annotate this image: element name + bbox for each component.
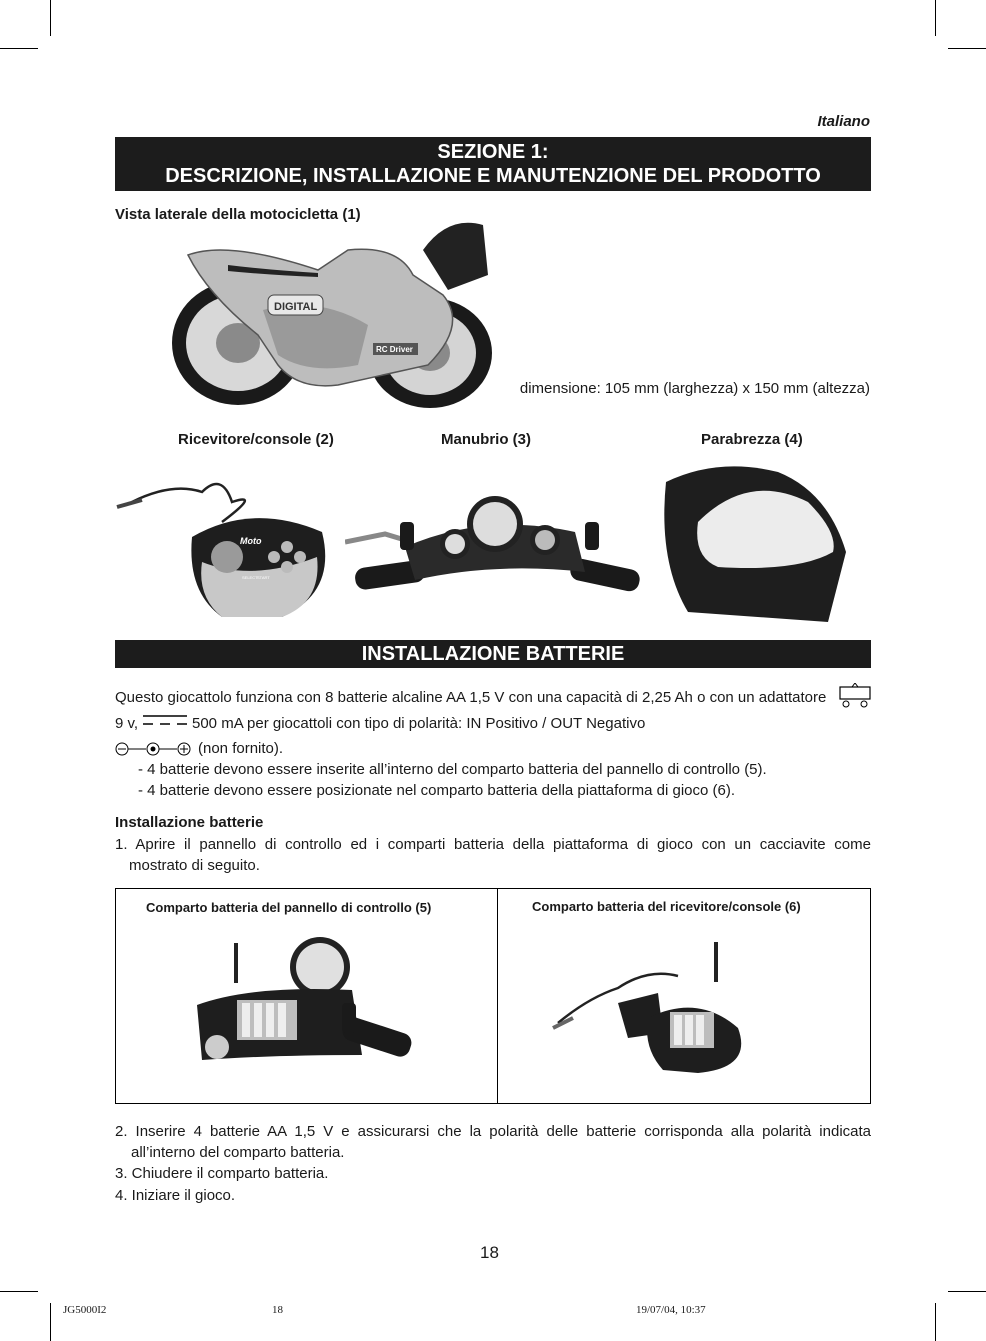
bike-decal-digital: DIGITAL — [274, 301, 318, 313]
page-number: 18 — [480, 1243, 499, 1262]
install-subheading: Installazione batterie — [115, 814, 264, 831]
crop-mark — [50, 1303, 51, 1341]
console-image — [112, 472, 334, 622]
console-start-label: START — [257, 575, 270, 580]
bullet-item: - 4 batterie devono essere inserite all’interno del comparto batteria del pannello di controllo (5). — [138, 761, 767, 778]
battery-paragraph-line1: Questo giocattolo funziona con 8 batterie alcaline AA 1,5 V con una capacità di 2,25 Ah o con un adattatore — [115, 689, 827, 706]
part-label-receiver: Ricevitore/console (2) — [178, 431, 334, 448]
motorcycle-image — [168, 215, 498, 410]
footer-code: JG5000I2 — [63, 1304, 107, 1316]
crop-mark — [50, 0, 51, 36]
part-label-windshield: Parabrezza (4) — [701, 431, 803, 448]
crop-mark — [948, 1291, 986, 1292]
crop-mark — [935, 0, 936, 36]
box-left-caption: Comparto batteria del pannello di controllo (5) — [146, 900, 432, 915]
bike-decal-driver: RC Driver — [376, 345, 413, 354]
crop-mark — [0, 1291, 38, 1292]
handlebar-image — [345, 492, 645, 607]
control-panel-battery-image — [192, 935, 417, 1085]
polarity-icon — [115, 742, 193, 756]
step2-line2: all’interno del comparto batteria. — [131, 1144, 345, 1161]
crop-mark — [0, 48, 38, 49]
adapter-icon — [838, 683, 872, 709]
battery-paragraph-line2a: 9 v, — [115, 715, 139, 732]
battery-paragraph-line2b: 500 mA per giocattoli con tipo di polarità: IN Positivo / OUT Negativo — [192, 715, 646, 732]
section1-title-line1: SEZIONE 1: — [437, 141, 549, 163]
console-select-label: SELECT — [242, 575, 258, 580]
section1-title-line2: DESCRIZIONE, INSTALLAZIONE E MANUTENZIONE DEL PRODOTTO — [165, 165, 821, 187]
battery-paragraph-line3: (non fornito). — [198, 740, 284, 757]
receiver-battery-image — [548, 938, 753, 1078]
box-right-caption: Comparto batteria del ricevitore/console (6) — [532, 899, 801, 914]
windshield-image — [658, 462, 850, 628]
footer-page: 18 — [272, 1304, 283, 1316]
step3: 3. Chiudere il comparto batteria. — [115, 1165, 329, 1182]
step1-line1: 1. Aprire il pannello di controllo ed i comparti batteria della piattaforma di gioco con un cacciavite come — [115, 836, 871, 853]
side-view-label: Vista laterale della motocicletta (1) — [115, 206, 361, 223]
dc-symbol-icon — [142, 713, 188, 727]
section2-banner: INSTALLAZIONE BATTERIE — [115, 640, 871, 668]
crop-mark — [948, 48, 986, 49]
dimension-text: dimensione: 105 mm (larghezza) x 150 mm (altezza) — [519, 380, 870, 397]
language-label: Italiano — [817, 113, 870, 130]
footer-datetime: 19/07/04, 10:37 — [636, 1304, 706, 1316]
step2-line1: 2. Inserire 4 batterie AA 1,5 V e assicurarsi che la polarità delle batterie corrisponda alla polarità indicata — [115, 1123, 871, 1140]
step4: 4. Iniziare il gioco. — [115, 1187, 236, 1204]
console-logo: Moto — [240, 536, 262, 546]
bullet-item: - 4 batterie devono essere posizionate nel comparto batteria della piattaforma di gioco (6). — [138, 782, 736, 799]
section1-banner — [115, 137, 871, 191]
step1-line2: mostrato di seguito. — [129, 857, 260, 874]
table-divider — [497, 889, 498, 1103]
crop-mark — [935, 1303, 936, 1341]
part-label-handlebar: Manubrio (3) — [441, 431, 531, 448]
